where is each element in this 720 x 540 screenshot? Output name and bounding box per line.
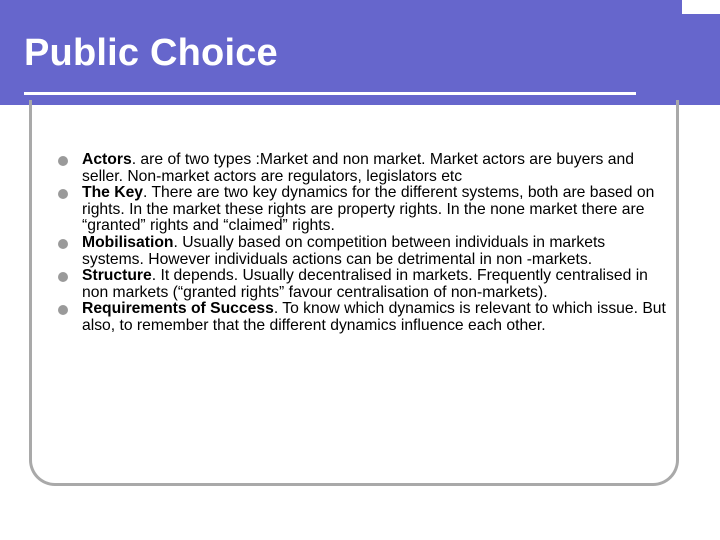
list-item-mobilisation xyxy=(58,235,668,268)
bullet-list xyxy=(58,152,668,335)
bullet-term: Requirements of Success xyxy=(82,300,274,318)
list-item-actors xyxy=(58,152,668,185)
bullet-text: . are of two types :Market and non market. Market actors are buyers and seller. Non-market actors are regulators, legislators etc xyxy=(82,151,634,185)
bullet-dot-icon xyxy=(58,272,68,282)
bullet-term: Mobilisation xyxy=(82,233,174,251)
bullet-text: . There are two key dynamics for the different systems, both are based on rights. In the market these rights are property rights. In the none market there are “granted” rights and “claimed” rights. xyxy=(82,184,655,235)
bullet-dot-icon xyxy=(58,305,68,315)
bullet-term: Structure xyxy=(82,267,152,285)
list-item-structure xyxy=(58,268,668,301)
title-bar-notch xyxy=(682,0,720,14)
bullet-text: . Usually based on competition between individuals in markets systems. However individuals actions can be detrimental in non -markets. xyxy=(82,233,606,268)
bullet-term: The Key xyxy=(82,184,144,202)
bullet-term: Actors xyxy=(82,151,132,168)
title-underline xyxy=(24,92,636,95)
title-bar xyxy=(0,0,720,105)
slide-title: Public Choice xyxy=(24,32,278,74)
list-item-the-key xyxy=(58,185,668,235)
list-item-requirements-of-success xyxy=(58,301,668,334)
bullet-list-container xyxy=(58,152,668,335)
bullet-dot-icon xyxy=(58,156,68,166)
bullet-dot-icon xyxy=(58,239,68,249)
bullet-text: . It depends. Usually decentralised in markets. Frequently centralised in non markets (“granted rights” favour centralisation of non-markets). xyxy=(82,267,648,301)
bullet-text: . To know which dynamics is relevant to which issue. But also, to remember that the different dynamics influence each other. xyxy=(82,300,666,334)
bullet-dot-icon xyxy=(58,189,68,199)
